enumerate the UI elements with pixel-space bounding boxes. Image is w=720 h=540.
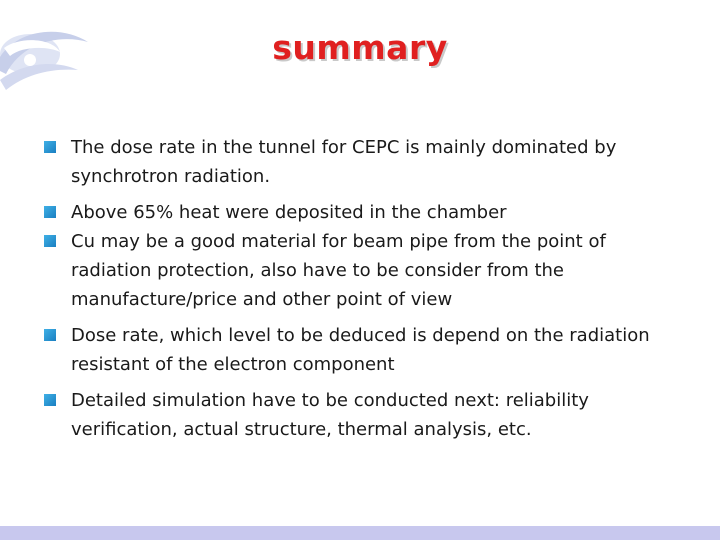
square-bullet-icon (44, 235, 56, 247)
bullet-item (44, 133, 674, 191)
square-bullet-icon (44, 329, 56, 341)
bullet-text: Cu may be a good material for beam pipe from the point of radiation protection, also have to be consider from the manufacture/price and other point of view (71, 231, 606, 310)
bullet-text: The dose rate in the tunnel for CEPC is mainly dominated by synchrotron radiation. (71, 137, 617, 187)
bullet-text: Detailed simulation have to be conducted next: reliability verification, actual structure, thermal analysis, etc. (71, 390, 589, 440)
bullet-text: Dose rate, which level to be deduced is depend on the radiation resistant of the electron component (71, 325, 650, 375)
footer-bar (0, 526, 720, 540)
bullet-item (44, 386, 674, 444)
bullet-text: Above 65% heat were deposited in the chamber (71, 202, 507, 223)
square-bullet-icon (44, 206, 56, 218)
bullet-item (44, 227, 674, 314)
slide-title: summary (272, 28, 448, 67)
bullet-item (44, 198, 674, 227)
bullet-list (44, 133, 674, 444)
square-bullet-icon (44, 394, 56, 406)
square-bullet-icon (44, 141, 56, 153)
bullet-item (44, 321, 674, 379)
